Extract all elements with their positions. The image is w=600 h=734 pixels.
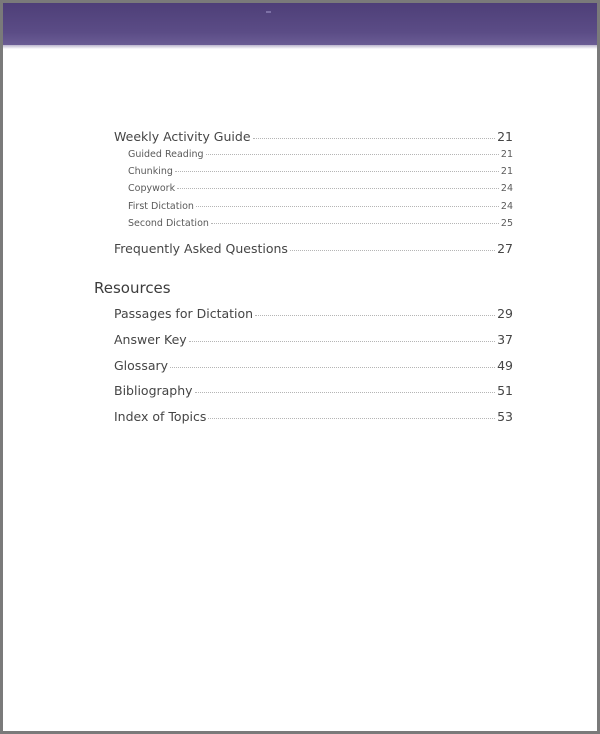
dot-leader	[170, 367, 495, 368]
toc-entry-label: Chunking	[128, 166, 173, 177]
toc-entry-page: 37	[497, 332, 513, 347]
dot-leader	[253, 138, 496, 139]
toc-entry-passages-for-dictation	[114, 306, 513, 321]
toc-entry-bibliography	[114, 383, 513, 398]
toc-entry-second-dictation	[128, 218, 513, 229]
toc-entry-label: Index of Topics	[114, 409, 207, 424]
dot-leader	[175, 171, 499, 172]
toc-entry-label: Glossary	[114, 358, 169, 373]
dot-leader	[177, 188, 499, 189]
header-band	[3, 3, 597, 45]
toc-entry-label: Guided Reading	[128, 149, 204, 160]
dot-leader	[195, 392, 496, 393]
toc-entry-page: 27	[497, 241, 513, 256]
toc-entry-label: Frequently Asked Questions	[114, 241, 288, 256]
dot-leader	[189, 341, 495, 342]
toc-entry-first-dictation	[128, 201, 513, 212]
dot-leader	[255, 315, 495, 316]
toc-entry-label: Answer Key	[114, 332, 187, 347]
header-band-shadow	[3, 45, 597, 49]
header-mark	[266, 11, 271, 13]
document-page	[3, 3, 597, 731]
toc-entry-page: 21	[500, 149, 513, 160]
section-heading-resources: Resources	[94, 279, 171, 297]
toc-entry-chunking	[128, 166, 513, 177]
toc-entry-page: 53	[497, 409, 513, 424]
toc-entry-faq	[114, 241, 513, 256]
toc-entry-label: Second Dictation	[128, 218, 209, 229]
toc-entry-glossary	[114, 358, 513, 373]
toc-entry-answer-key	[114, 332, 513, 347]
toc-entry-page: 51	[497, 383, 513, 398]
toc-entry-page: 29	[497, 306, 513, 321]
toc-entry-label: Weekly Activity Guide	[114, 129, 251, 144]
toc-entry-copywork	[128, 183, 513, 194]
toc-entry-index-of-topics	[114, 409, 513, 424]
toc-entry-label: First Dictation	[128, 201, 194, 212]
dot-leader	[196, 206, 499, 207]
toc-entry-label: Passages for Dictation	[114, 306, 254, 321]
toc-entry-page: 21	[497, 129, 513, 144]
toc-entry-guided-reading	[128, 149, 513, 160]
dot-leader	[211, 223, 499, 224]
toc-entry-weekly-activity-guide	[114, 129, 513, 144]
toc-entry-label: Bibliography	[114, 383, 193, 398]
dot-leader	[208, 418, 495, 419]
toc-entry-label: Copywork	[128, 183, 176, 194]
toc-entry-page: 49	[497, 358, 513, 373]
toc-entry-page: 24	[500, 183, 513, 194]
toc-entry-page: 25	[500, 218, 513, 229]
toc-entry-page: 24	[500, 201, 513, 212]
dot-leader	[290, 250, 495, 251]
toc-entry-page: 21	[500, 166, 513, 177]
dot-leader	[206, 154, 499, 155]
